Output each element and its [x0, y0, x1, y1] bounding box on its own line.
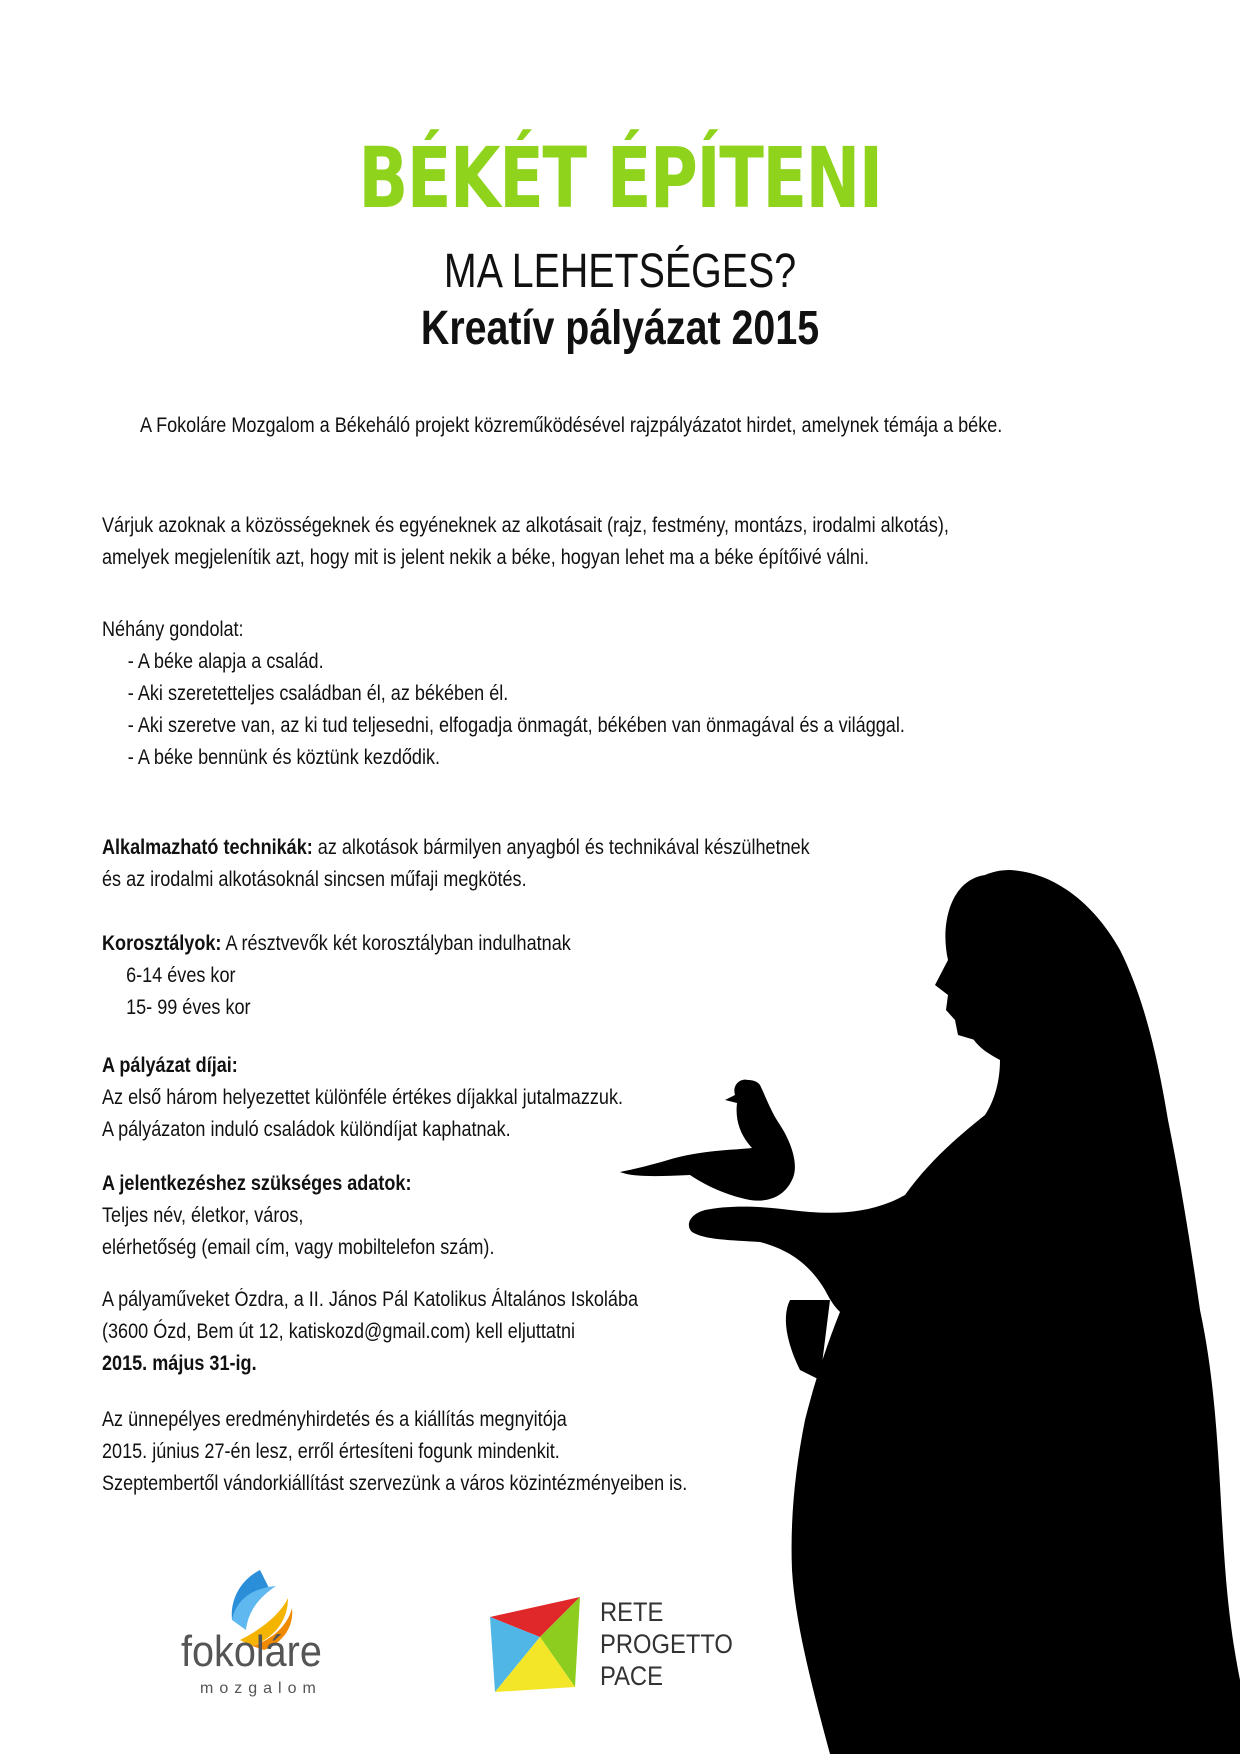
age-groups-text: A résztvevők két korosztályban indulhatnak — [221, 932, 571, 955]
closing-text: 2015. június 27-én lesz, erről értesíteni fogunk mindenkit. — [102, 1440, 560, 1463]
main-title: BÉKÉT ÉPÍTENI — [358, 129, 882, 227]
age-groups-section — [102, 928, 571, 1024]
intro-text: A Fokoláre Mozgalom a Békeháló projekt közreműködésével rajzpályázatot hirdet, amelynek témája a béke. — [140, 414, 1003, 437]
thoughts-heading: Néhány gondolat: — [102, 618, 244, 641]
rete-progetto-pace-text — [600, 1596, 733, 1692]
prizes-text: Az első három helyezettet különféle értékes díjakkal jutalmazzuk. — [102, 1086, 623, 1109]
application-text: elérhetőség (email cím, vagy mobiltelefon szám). — [102, 1236, 495, 1259]
closing-text: Szeptembertől vándorkiállítást szervezünk a város közintézményeiben is. — [102, 1472, 688, 1495]
techniques-text: és az irodalmi alkotásoknál sincsen műfaji megkötés. — [102, 868, 527, 891]
subtitle: MA LEHETSÉGES? — [443, 245, 797, 298]
list-item: - A béke alapja a család. — [127, 650, 324, 673]
fokolare-subtitle: mozgalom — [200, 1680, 322, 1697]
invitation-line: Várjuk azoknak a közösségeknek és egyéneknek az alkotásait (rajz, festmény, montázs, irodalmi alkotás), — [102, 514, 949, 537]
rete-line: PROGETTO — [600, 1629, 733, 1659]
list-item: - Aki szeretve van, az ki tud teljesedni, elfogadja önmagát, békében van önmagával és a világgal. — [127, 714, 905, 737]
techniques-text: az alkotások bármilyen anyagból és technikával készülhetnek — [312, 836, 810, 859]
list-item: - Aki szeretetteljes családban él, az békében él. — [127, 682, 509, 705]
submission-text: A pályaműveket Ózdra, a II. János Pál Katolikus Általános Iskolába — [102, 1288, 639, 1311]
competition-title: Kreatív pályázat 2015 — [420, 302, 820, 355]
fokolare-name: fokoláre — [181, 1627, 322, 1676]
application-label: A jelentkezéshez szükséges adatok: — [102, 1172, 412, 1195]
age-group-item: 15- 99 éves kor — [126, 996, 251, 1019]
rete-line: PACE — [600, 1661, 663, 1691]
prizes-section — [102, 1050, 623, 1146]
age-groups-label: Korosztályok: — [102, 932, 222, 955]
closing-text: Az ünnepélyes eredményhirdetés és a kiállítás megnyitója — [102, 1408, 567, 1431]
application-text: Teljes név, életkor, város, — [102, 1204, 304, 1227]
submission-deadline: 2015. május 31-ig. — [102, 1352, 257, 1375]
prizes-text: A pályázaton induló családok különdíjat kaphatnak. — [102, 1118, 511, 1141]
closing-section — [102, 1404, 687, 1500]
submission-text: (3600 Ózd, Bem út 12, katiskozd@gmail.com) kell eljuttatni — [102, 1320, 576, 1343]
invitation-line: amelyek megjelenítik azt, hogy mit is jelent nekik a béke, hogyan lehet ma a béke építőivé válni. — [102, 546, 869, 569]
prizes-label: A pályázat díjai: — [102, 1054, 238, 1077]
application-section — [102, 1168, 494, 1264]
list-item: - A béke bennünk és köztünk kezdődik. — [127, 746, 441, 769]
thoughts-list — [102, 614, 905, 774]
age-group-item: 6-14 éves kor — [126, 964, 236, 987]
invitation-paragraph — [102, 510, 949, 574]
rete-progetto-pace-logo-icon — [480, 1592, 590, 1702]
techniques-section — [102, 832, 810, 896]
submission-section — [102, 1284, 638, 1380]
techniques-label: Alkalmazható technikák: — [102, 836, 313, 859]
rete-line: RETE — [600, 1597, 664, 1627]
